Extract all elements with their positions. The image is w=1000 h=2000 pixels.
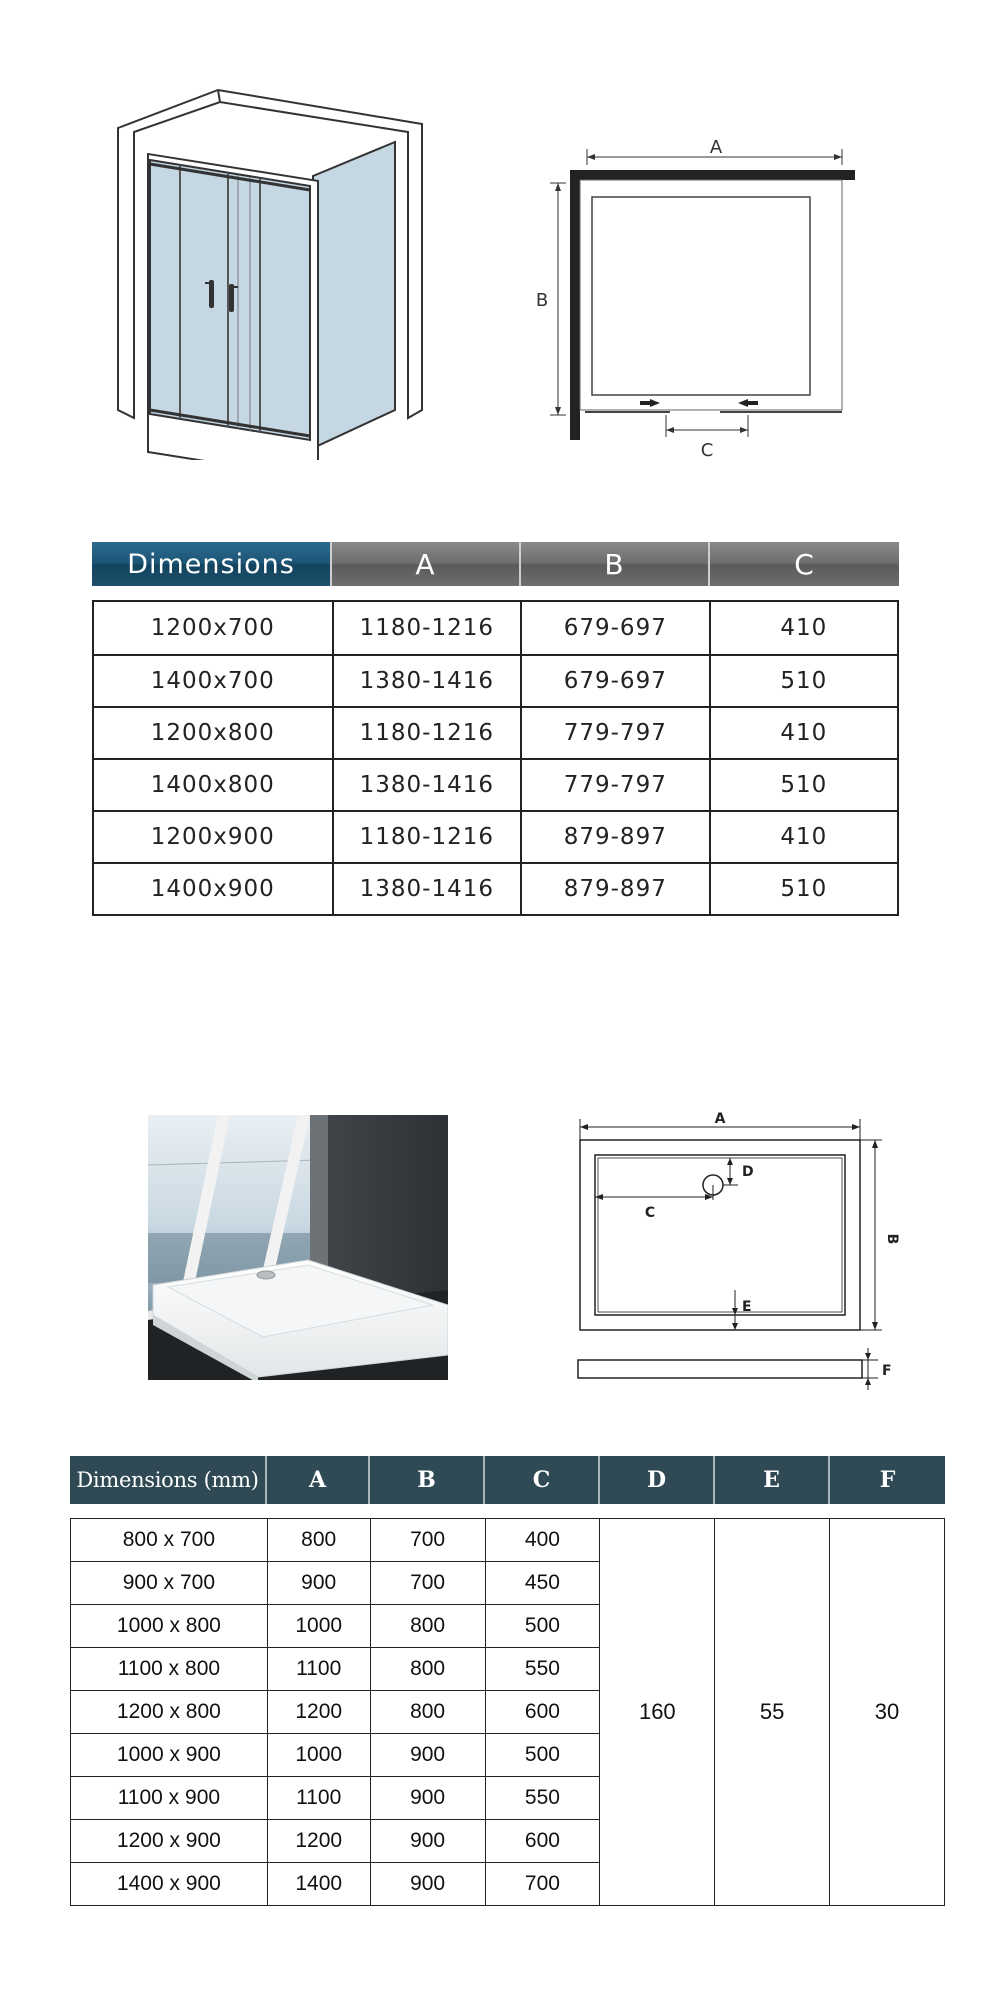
cell: 900 (370, 1820, 485, 1863)
cell: 1200x700 (93, 601, 333, 655)
cell: 510 (710, 655, 898, 707)
tray-label-a: A (714, 1111, 726, 1127)
shared-e-cell: 55 (715, 1519, 830, 1906)
table-row (93, 863, 898, 915)
header-a: A (332, 542, 521, 586)
cell: 1200 (267, 1820, 370, 1863)
cell: 1180-1216 (333, 707, 522, 759)
cell: 1100 x 800 (71, 1648, 268, 1691)
cell: 1200 x 900 (71, 1820, 268, 1863)
cell: 900 (370, 1777, 485, 1820)
cell: 410 (710, 601, 898, 655)
label-b: B (535, 290, 549, 311)
tray-label-e: E (742, 1299, 752, 1315)
cell: 500 (485, 1734, 600, 1777)
tray-label-f: F (882, 1363, 892, 1379)
cell: 800 (370, 1691, 485, 1734)
cell: 400 (485, 1519, 600, 1562)
tray-label-b: B (884, 1233, 900, 1245)
cell: 700 (370, 1519, 485, 1562)
table-row (93, 759, 898, 811)
cell: 900 (370, 1863, 485, 1906)
cell: 879-897 (521, 863, 709, 915)
table-row (93, 811, 898, 863)
header-c: C (485, 1456, 600, 1504)
header-d: D (600, 1456, 715, 1504)
cell: 550 (485, 1777, 600, 1820)
tray-table (70, 1518, 945, 1906)
header-dimensions-mm: Dimensions (mm) (70, 1456, 267, 1504)
cell: 700 (370, 1562, 485, 1605)
label-c: C (700, 440, 714, 461)
cell: 779-797 (521, 759, 709, 811)
shared-f-cell: 30 (830, 1519, 945, 1906)
cell: 700 (485, 1863, 600, 1906)
cell: 1400x800 (93, 759, 333, 811)
cell: 600 (485, 1691, 600, 1734)
cell: 779-797 (521, 707, 709, 759)
cell: 1400x700 (93, 655, 333, 707)
cell: 1100 x 900 (71, 1777, 268, 1820)
cell: 1200 (267, 1691, 370, 1734)
cell: 1180-1216 (333, 601, 522, 655)
cell: 679-697 (521, 601, 709, 655)
cell: 1000 x 900 (71, 1734, 268, 1777)
cell: 1400 (267, 1863, 370, 1906)
shower-enclosure-illustration (110, 80, 440, 460)
header-f: F (879, 1467, 896, 1493)
shower-tray-photo (148, 1115, 448, 1380)
cell: 1000 x 800 (71, 1605, 268, 1648)
cell: 600 (485, 1820, 600, 1863)
header-b: B (521, 542, 710, 586)
cell: 510 (710, 863, 898, 915)
cell: 550 (485, 1648, 600, 1691)
cell: 510 (710, 759, 898, 811)
shared-d-cell: 160 (600, 1519, 715, 1906)
cell: 800 (370, 1605, 485, 1648)
table-row (93, 655, 898, 707)
cell: 410 (710, 707, 898, 759)
cell: 800 x 700 (71, 1519, 268, 1562)
enclosure-plan-diagram (530, 125, 880, 465)
cell: 879-897 (521, 811, 709, 863)
tray-table-header (70, 1456, 945, 1504)
cell: 900 x 700 (71, 1562, 268, 1605)
cell: 1180-1216 (333, 811, 522, 863)
cell: 800 (267, 1519, 370, 1562)
cell: 1000 (267, 1734, 370, 1777)
tray-plan-diagram (560, 1105, 910, 1405)
header-b: B (370, 1456, 485, 1504)
cell: 1400 x 900 (71, 1863, 268, 1906)
cell: 1380-1416 (333, 759, 522, 811)
cell: 900 (267, 1562, 370, 1605)
cell: 450 (485, 1562, 600, 1605)
cell: 1100 (267, 1648, 370, 1691)
cell: 500 (485, 1605, 600, 1648)
table-row (93, 707, 898, 759)
cell: 1380-1416 (333, 863, 522, 915)
tray-label-d: D (742, 1164, 754, 1180)
header-dimensions: Dimensions (92, 542, 332, 586)
label-a: A (709, 137, 723, 158)
cell: 1200x900 (93, 811, 333, 863)
cell: 900 (370, 1734, 485, 1777)
cell: 1000 (267, 1605, 370, 1648)
dimensions-table-header (92, 542, 899, 586)
header-c: C (710, 542, 899, 586)
cell: 800 (370, 1648, 485, 1691)
cell: 410 (710, 811, 898, 863)
cell: 1200x800 (93, 707, 333, 759)
dimensions-table (92, 600, 899, 916)
table-row (93, 601, 898, 655)
cell: 1380-1416 (333, 655, 522, 707)
table-row (71, 1519, 945, 1562)
cell: 1400x900 (93, 863, 333, 915)
cell: 1200 x 800 (71, 1691, 268, 1734)
cell: 679-697 (521, 655, 709, 707)
cell: 1100 (267, 1777, 370, 1820)
header-e: E (715, 1456, 830, 1504)
tray-label-c: C (644, 1205, 656, 1221)
header-a: A (267, 1456, 370, 1504)
